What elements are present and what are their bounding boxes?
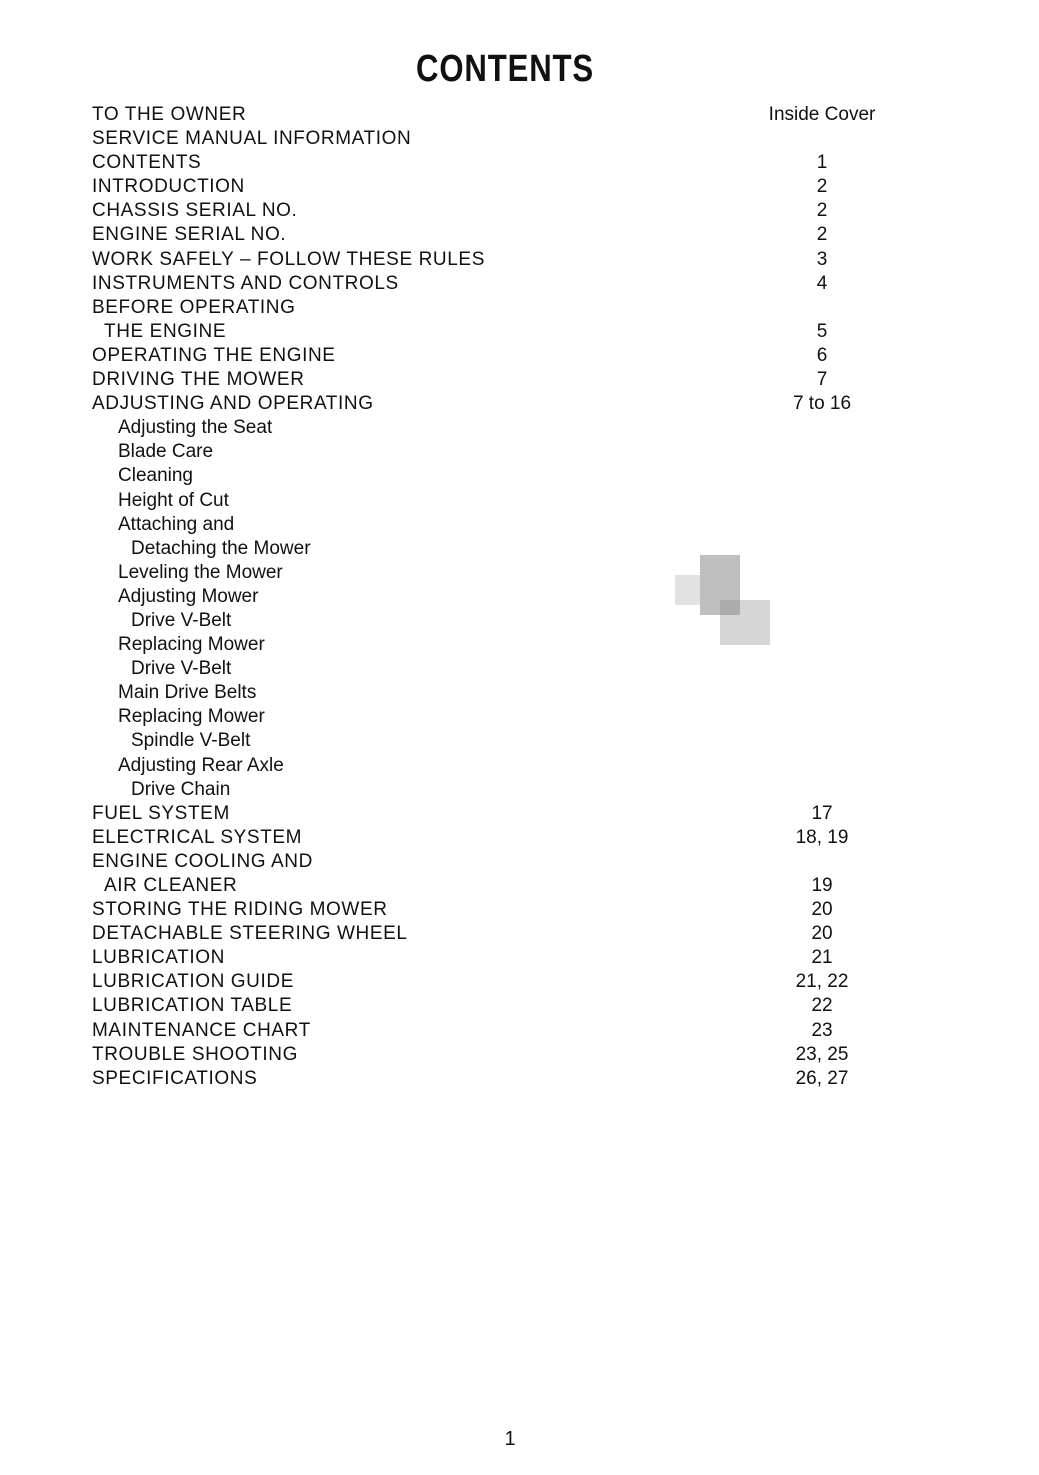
toc-entry-label: Detaching the Mower (131, 537, 311, 559)
toc-entry-page: 21, 22 (795, 971, 849, 993)
table-of-contents (92, 103, 892, 1091)
toc-entry (92, 489, 892, 513)
toc-entry (92, 585, 892, 609)
toc-entry-label: CHASSIS SERIAL NO. (92, 200, 298, 222)
toc-entry (92, 970, 892, 994)
toc-entry (92, 754, 892, 778)
toc-entry-label: SPECIFICATIONS (92, 1067, 258, 1089)
toc-entry-label: DETACHABLE STEERING WHEEL (92, 923, 408, 945)
toc-entry (92, 296, 892, 320)
toc-entry-label: TO THE OWNER (92, 104, 247, 125)
toc-entry (92, 199, 892, 223)
toc-entry-page: 3 (816, 248, 828, 270)
toc-entry (92, 874, 892, 898)
toc-entry (92, 778, 892, 802)
toc-entry-label: Replacing Mower (118, 706, 265, 728)
toc-entry-label: THE ENGINE (104, 320, 227, 342)
toc-entry-label: WORK SAFELY – FOLLOW THESE RULES (92, 248, 485, 270)
toc-entry-page: Inside Cover (768, 104, 876, 125)
toc-entry-page: 4 (816, 272, 828, 294)
toc-entry (92, 175, 892, 199)
toc-entry-label: AIR CLEANER (104, 875, 238, 896)
toc-entry-label: ENGINE COOLING AND (92, 850, 313, 872)
toc-entry (92, 681, 892, 705)
toc-entry-page: 5 (816, 320, 828, 342)
toc-entry-label: CONTENTS (92, 152, 202, 174)
toc-entry (92, 633, 892, 657)
toc-entry-label: Drive V-Belt (131, 609, 232, 631)
toc-entry-page: 2 (816, 176, 828, 198)
toc-entry-page: 20 (811, 923, 833, 945)
toc-entry (92, 802, 892, 826)
toc-entry-label: STORING THE RIDING MOWER (92, 899, 388, 921)
toc-entry (92, 657, 892, 681)
toc-entry-label: LUBRICATION GUIDE (92, 971, 294, 993)
toc-entry-label: ELECTRICAL SYSTEM (92, 826, 303, 848)
toc-entry-page: 6 (816, 344, 828, 366)
toc-entry (92, 922, 892, 946)
toc-entry-label: Replacing Mower (118, 634, 265, 656)
toc-entry-page: 7 (816, 369, 828, 391)
toc-entry-label: DRIVING THE MOWER (92, 369, 305, 391)
toc-entry-page: 26, 27 (795, 1067, 849, 1089)
toc-entry-label: Drive Chain (131, 778, 231, 800)
toc-entry-label: Attaching and (118, 513, 235, 535)
toc-entry-page: 7 to 16 (792, 393, 852, 415)
toc-entry (92, 729, 892, 753)
toc-entry-label: Blade Care (118, 441, 214, 463)
toc-entry (92, 561, 892, 585)
toc-entry-page: 21 (811, 947, 833, 969)
toc-entry-page: 23 (811, 1019, 833, 1041)
page-number: 1 (504, 1428, 516, 1450)
toc-entry (92, 223, 892, 247)
toc-entry-label: SERVICE MANUAL INFORMATION (92, 128, 412, 150)
toc-entry-label: FUEL SYSTEM (92, 802, 230, 824)
page-title: CONTENTS (416, 48, 594, 90)
toc-entry-page: 19 (811, 875, 833, 896)
toc-entry (92, 609, 892, 633)
toc-entry-page: 2 (816, 200, 828, 222)
toc-entry (92, 850, 892, 874)
toc-entry (92, 705, 892, 729)
toc-entry (92, 368, 892, 392)
toc-entry-page: 2 (816, 224, 828, 246)
toc-entry-label: Height of Cut (118, 489, 229, 511)
scan-artifact (675, 575, 700, 605)
toc-entry-label: LUBRICATION TABLE (92, 995, 293, 1017)
toc-entry-label: MAINTENANCE CHART (92, 1019, 311, 1041)
toc-entry (92, 826, 892, 850)
toc-entry-label: Spindle V-Belt (131, 730, 251, 752)
toc-entry (92, 151, 892, 175)
toc-entry (92, 513, 892, 537)
toc-entry (92, 946, 892, 970)
toc-entry-label: ADJUSTING AND OPERATING (92, 393, 374, 415)
toc-entry-page: 1 (816, 152, 828, 174)
toc-entry (92, 392, 892, 416)
toc-entry (92, 1067, 892, 1091)
toc-entry (92, 103, 892, 127)
toc-entry-label: LUBRICATION (92, 947, 225, 969)
toc-entry-label: Leveling the Mower (118, 561, 283, 583)
toc-entry (92, 248, 892, 272)
toc-entry (92, 127, 892, 151)
toc-entry-label: Adjusting Mower (118, 585, 259, 607)
toc-entry-page: 17 (811, 802, 833, 824)
toc-entry-page: 20 (811, 899, 833, 921)
toc-entry-label: Main Drive Belts (118, 682, 257, 704)
toc-entry-label: INSTRUMENTS AND CONTROLS (92, 272, 399, 294)
toc-entry (92, 1019, 892, 1043)
toc-entry-page: 22 (811, 995, 833, 1017)
toc-entry-page: 23, 25 (795, 1043, 849, 1065)
toc-entry-label: Adjusting Rear Axle (118, 754, 284, 776)
toc-entry-label: TROUBLE SHOOTING (92, 1043, 298, 1065)
toc-entry (92, 1043, 892, 1067)
toc-entry (92, 272, 892, 296)
toc-entry-label: Cleaning (118, 465, 193, 487)
toc-entry (92, 320, 892, 344)
toc-entry (92, 537, 892, 561)
scan-artifact (720, 600, 770, 645)
toc-entry-label: Adjusting the Seat (118, 417, 273, 439)
toc-entry (92, 898, 892, 922)
toc-entry (92, 994, 892, 1018)
toc-entry (92, 416, 892, 440)
toc-entry-label: ENGINE SERIAL NO. (92, 224, 287, 246)
toc-entry (92, 344, 892, 368)
toc-entry-label: Drive V-Belt (131, 658, 232, 680)
toc-entry-label: OPERATING THE ENGINE (92, 344, 336, 366)
toc-entry (92, 440, 892, 464)
toc-entry-label: BEFORE OPERATING (92, 296, 296, 318)
toc-entry-page: 18, 19 (795, 826, 849, 848)
toc-entry-label: INTRODUCTION (92, 176, 245, 198)
toc-entry (92, 464, 892, 488)
